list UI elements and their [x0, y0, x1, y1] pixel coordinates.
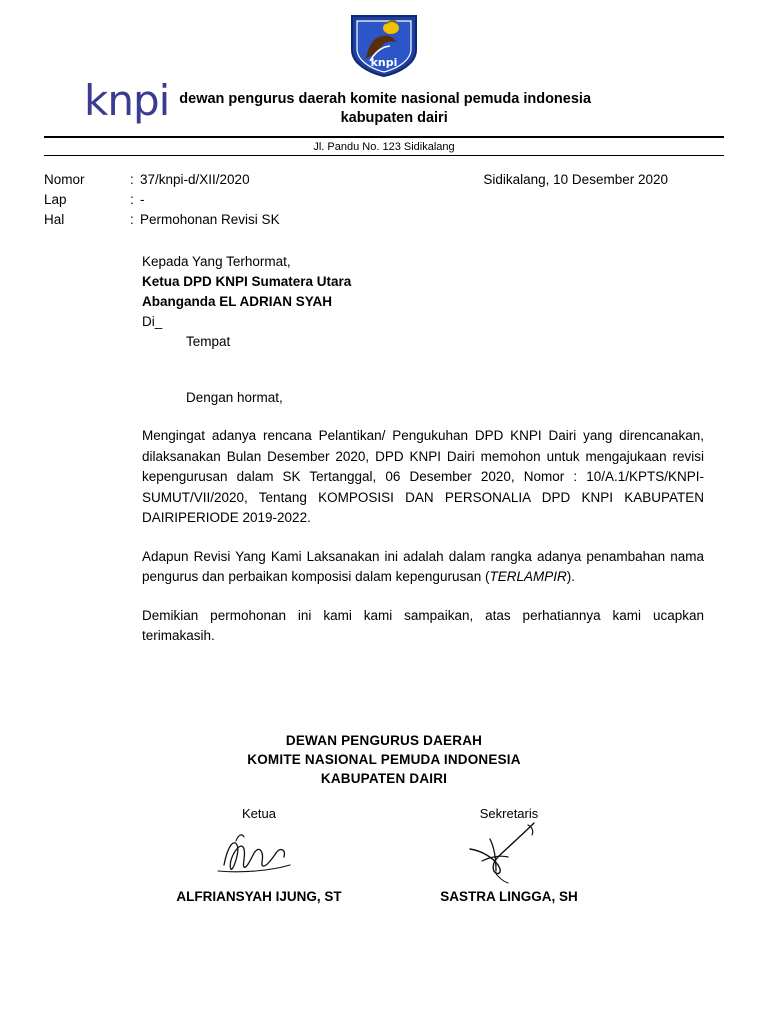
header-rule-bottom [44, 155, 724, 156]
signature-heading-line-3: KABUPATEN DAIRI [320, 770, 448, 786]
paragraph-2 [142, 547, 704, 588]
address-line: Jl. Pandu No. 123 Sidikalang [313, 141, 455, 153]
meta-table [44, 170, 280, 230]
paragraph-2-pre: Adapun Revisi Yang Kami Laksanakan ini adalah dalam rangka adanya penambahan nama pengurus dan perbaikan komposisi dalam kepengurusan ( [142, 548, 704, 584]
org-title-row [44, 76, 724, 128]
meta-row-lap [44, 190, 280, 210]
signature-mark-ketua [134, 821, 384, 889]
addressee-line-2: Ketua DPD KNPI Sumatera Utara [142, 274, 352, 289]
paragraph-3: Demikian permohonan ini kami kami sampaikan, atas perhatiannya kami ucapkan terimakasih. [142, 607, 704, 643]
meta-row-hal [44, 210, 280, 230]
signature-block-sekretaris [384, 806, 634, 904]
salutation: Dengan hormat, [186, 390, 283, 405]
handwritten-signature-icon [434, 821, 584, 891]
addressee-line-4: Di_ [142, 314, 163, 329]
signature-role-sekretaris: Sekretaris [479, 805, 539, 821]
meta-row-nomor [44, 170, 280, 190]
signature-role-ketua: Ketua [242, 805, 276, 821]
addressee-block [142, 252, 704, 352]
addressee-line-1: Kepada Yang Terhormat, [142, 254, 291, 269]
meta-value-lap: - [140, 192, 145, 207]
meta-label-hal: Hal [44, 212, 65, 227]
letter-body [142, 252, 704, 647]
meta-value-nomor: 37/knpi-d/XII/2020 [140, 172, 250, 187]
meta-sep-lap: : [130, 192, 134, 207]
signature-heading [44, 731, 724, 788]
signature-mark-sekretaris [384, 821, 634, 889]
brand-wordmark: knpi [84, 76, 170, 125]
signature-heading-line-1: DEWAN PENGURUS DAERAH [285, 732, 483, 748]
paragraph-2-italic: TERLAMPIR [489, 569, 567, 584]
meta-sep-hal: : [130, 212, 134, 227]
meta-label-lap: Lap [44, 192, 67, 207]
logo-container [44, 14, 724, 78]
letterhead [44, 0, 724, 156]
signature-heading-line-2: KOMITE NASIONAL PEMUDA INDONESIA [247, 751, 521, 767]
paragraph-1: Mengingat adanya rencana Pelantikan/ Pengukuhan DPD KNPI Dairi yang direncanakan, dilaksanakan Bulan Desember 2020, DPD KNPI Dairi memohon untuk mengajukaan revisi kepengurusan dalam SK Tertanggal, 06 Desember 2020, Nomor : 10/A.1/KPTS/KNPI-SUMUT/VII/2020, Tentang KOMPOSISI DAN PERSONALIA DPD KNPI KABUPATEN DAIRIPERIODE 2019-2022. [142, 428, 704, 525]
signature-block-ketua [134, 806, 384, 904]
org-line-2: kabupaten dairi [340, 110, 448, 126]
meta-value-hal: Permohonan Revisi SK [140, 212, 280, 227]
signature-name-sekretaris: SASTRA LINGGA, SH [440, 888, 578, 904]
letter-meta [44, 170, 724, 230]
signature-name-ketua: ALFRIANSYAH IJUNG, ST [176, 888, 342, 904]
svg-text:knpi: knpi [370, 56, 398, 69]
addressee-line-5: Tempat [186, 334, 231, 349]
knpi-shield-logo-icon [346, 14, 422, 78]
addressee-line-3: Abanganda EL ADRIAN SYAH [142, 294, 333, 309]
place-and-date: Sidikalang, 10 Desember 2020 [483, 172, 668, 187]
handwritten-signature-icon [184, 821, 334, 887]
signature-row [44, 806, 724, 904]
org-line-1: dewan pengurus daerah komite nasional pemuda indonesia [179, 91, 592, 107]
paragraph-2-post: ). [566, 569, 575, 584]
meta-sep-nomor: : [130, 172, 134, 187]
meta-label-nomor: Nomor [44, 172, 85, 187]
